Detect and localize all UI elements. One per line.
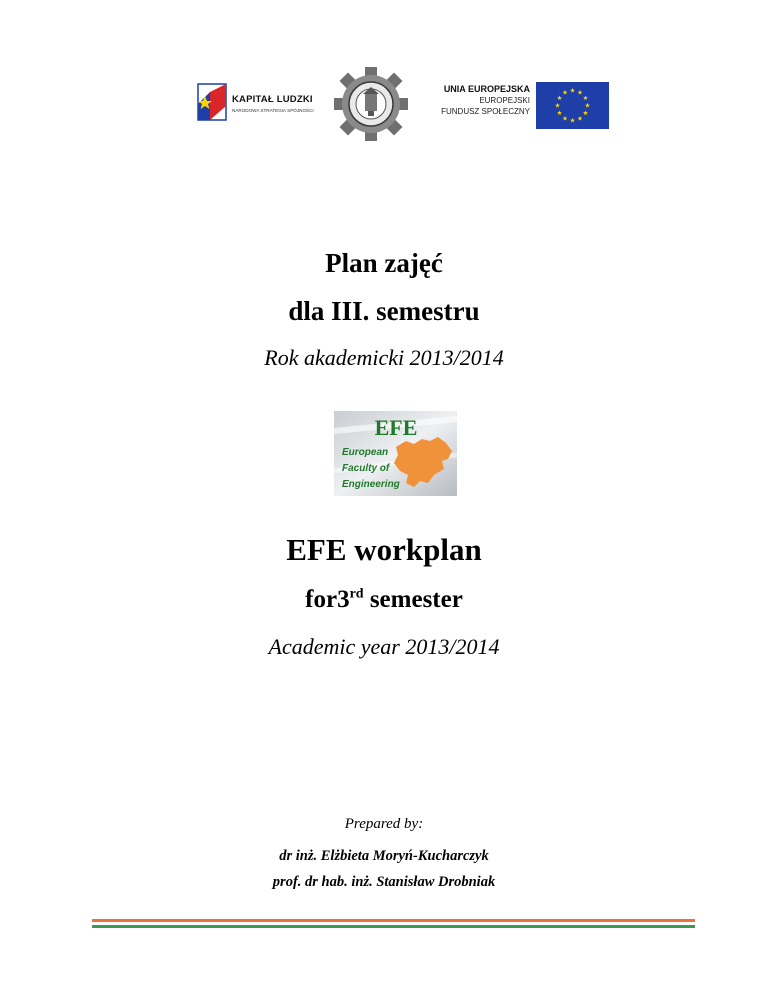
efe-line-faculty: Faculty of (342, 463, 390, 474)
efe-logo (334, 411, 457, 496)
eu-text-block (410, 84, 530, 117)
academic-year-pl: Rok akademicki 2013/2014 (264, 345, 504, 370)
prepared-by-label: Prepared by: (344, 816, 424, 832)
author-2: prof. dr hab. inż. Stanisław Drobniak (272, 874, 496, 890)
eu-label-fund-1: EUROPEJSKI (479, 96, 530, 105)
kapital-ludzki-subtitle: NARODOWA STRATEGIA SPÓJNOŚCI (232, 108, 314, 113)
semester-number: for3 (305, 586, 350, 613)
title-semester-en (0, 586, 768, 614)
eu-label-union: UNIA EUROPEJSKA (443, 84, 530, 94)
footer-rule-orange (92, 919, 695, 922)
author-1: dr inż. Elżbieta Moryń-Kucharczyk (279, 848, 489, 864)
title-plan-zajec: Plan zajęć (325, 248, 443, 278)
eu-flag-icon (536, 82, 609, 129)
university-seal (334, 67, 408, 141)
gear-seal-icon (334, 67, 408, 141)
academic-year-en: Academic year 2013/2014 (268, 634, 500, 659)
efe-logo-graphic (334, 411, 457, 496)
kapital-ludzki-logo (196, 82, 324, 126)
title-semester-pl: dla III. semestru (288, 296, 480, 326)
efe-abbr: EFE (374, 415, 418, 440)
kapital-ludzki-title: KAPITAŁ LUDZKI (232, 94, 313, 105)
semester-word: semester (363, 586, 463, 613)
title-efe-workplan: EFE workplan (286, 532, 482, 567)
eu-label-fund-2: FUNDUSZ SPOŁECZNY (441, 107, 530, 116)
kapital-ludzki-mark-icon (196, 82, 228, 122)
eu-flag (536, 82, 609, 129)
efe-line-european: European (342, 447, 389, 458)
efe-line-engineering: Engineering (342, 479, 400, 490)
ordinal-suffix: rd (349, 586, 364, 602)
footer-rule-green (92, 925, 695, 928)
